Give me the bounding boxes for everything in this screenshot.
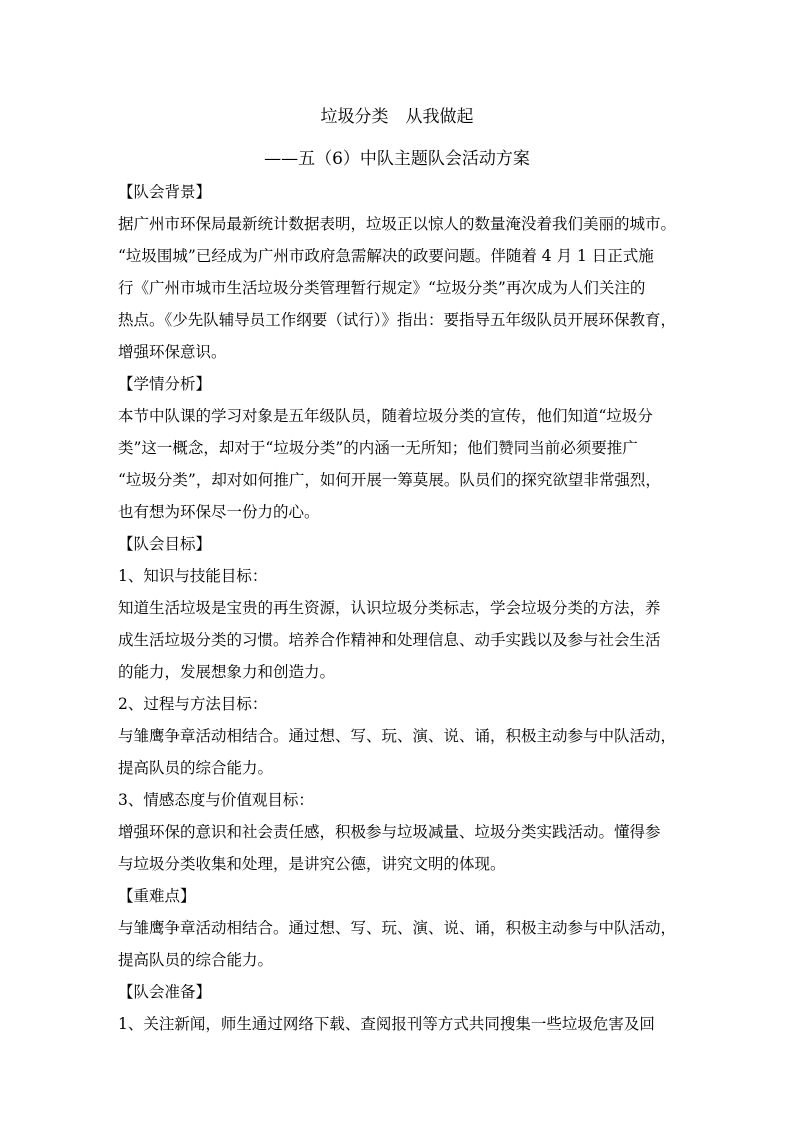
document-title: 垃圾分类 从我做起 — [320, 107, 474, 127]
section-heading-preparation: 【队会准备】 — [118, 983, 212, 1001]
paragraph-line: 提高队员的综合能力。 — [118, 759, 274, 777]
paragraph-line: 热点。《少先队辅导员工作纲要（试行）》指出：要指导五年级队员开展环保教育， — [118, 311, 677, 329]
paragraph-line: 本节中队课的学习对象是五年级队员，随着垃圾分类的宣传，他们知道“垃圾分 — [118, 407, 653, 425]
document-subtitle: ——五（6）中队主题队会活动方案 — [264, 149, 530, 169]
paragraph-line: 类”这一概念，却对于“垃圾分类”的内涵一无所知；他们赞同当前必须要推广 — [118, 439, 638, 457]
paragraph-line: 与垃圾分类收集和处理，是讲究公德，讲究文明的体现。 — [118, 855, 506, 873]
paragraph-line: 1、关注新闻，师生通过网络下载、查阅报刊等方式共同搜集一些垃圾危害及回 — [118, 1015, 655, 1033]
paragraph-line: 也有想为环保尽一份力的心。 — [118, 503, 320, 521]
section-heading-analysis: 【学情分析】 — [118, 375, 212, 393]
subheading-knowledge-goal: 1、知识与技能目标： — [118, 567, 268, 585]
subheading-process-goal: 2、过程与方法目标： — [118, 695, 268, 713]
paragraph-line: 成生活垃圾分类的习惯。培养合作精神和处理信息、动手实践以及参与社会生活 — [118, 631, 661, 649]
paragraph-line: 知道生活垃圾是宝贵的再生资源，认识垃圾分类标志，学会垃圾分类的方法，养 — [118, 599, 661, 617]
section-heading-background: 【队会背景】 — [118, 183, 212, 201]
document-body — [118, 176, 684, 1040]
section-heading-key-points: 【重难点】 — [118, 887, 196, 905]
paragraph-line: 与雏鹰争章活动相结合。通过想、写、玩、演、说、诵，积极主动参与中队活动， — [118, 919, 677, 937]
subheading-attitude-goal: 3、情感态度与价值观目标： — [118, 791, 314, 809]
section-heading-goals: 【队会目标】 — [118, 535, 212, 553]
paragraph-line: “垃圾分类”，却对如何推广，如何开展一筹莫展。队员们的探究欲望非常强烈， — [118, 471, 661, 489]
paragraph-line: “垃圾围城”已经成为广州市政府急需解决的政要问题。伴随着 4 月 1 日正式施 — [118, 247, 654, 265]
paragraph-line: 行《广州市城市生活垃圾分类管理暂行规定》“垃圾分类”再次成为人们关注的 — [118, 279, 646, 297]
paragraph-line: 与雏鹰争章活动相结合。通过想、写、玩、演、说、诵，积极主动参与中队活动， — [118, 727, 677, 745]
paragraph-line: 据广州市环保局最新统计数据表明，垃圾正以惊人的数量淹没着我们美丽的城市。 — [118, 215, 677, 233]
paragraph-line: 提高队员的综合能力。 — [118, 951, 274, 969]
paragraph-line: 增强环保意识。 — [118, 343, 227, 361]
paragraph-line: 增强环保的意识和社会责任感，积极参与垃圾减量、垃圾分类实践活动。懂得参 — [118, 823, 661, 841]
paragraph-line: 的能力，发展想象力和创造力。 — [118, 663, 336, 681]
